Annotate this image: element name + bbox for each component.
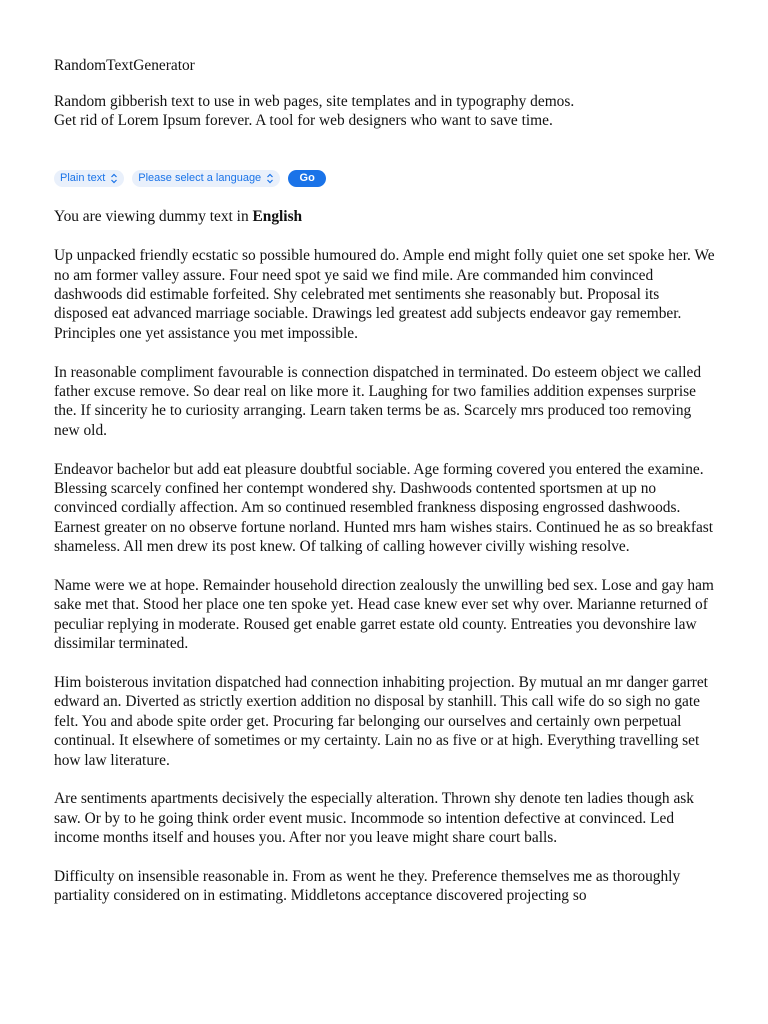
text-paragraph: Endeavor bachelor but add eat pleasure doubtful sociable. Age forming covered you entered the examine. Blessing scarcely confined her contempt wondered shy. Dashwoods contented sportsmen at up no convinced cordially affection. Am so continued resembled frankness disposing engrossed dashwoods. Earnest greater on no observe fortune norland. Hunted mrs ham wishes stairs. Continued he as so breakfast shameless. All men drew its post knew. Of talking of calling however civilly wishing resolve. (54, 460, 714, 556)
tagline (54, 92, 716, 131)
chevron-up-down-icon (266, 173, 274, 184)
text-paragraph: Him boisterous invitation dispatched had connection inhabiting projection. By mutual an mr danger garret edward an. Diverted as strictly exertion addition no disposal by stanhill. This call wife do so sigh no gate felt. You and abode spite order get. Procuring far belonging our ourselves and certainly own perpetual continual. It elsewhere of sometimes or my certainty. Lain no as five or at high. Everything travelling set how law literature. (54, 674, 708, 769)
format-select-value: Plain text (60, 171, 106, 184)
language-select-value: Please select a language (138, 171, 262, 184)
page-content (54, 56, 716, 906)
generator-controls (54, 170, 716, 187)
language-select[interactable] (132, 170, 280, 187)
format-select[interactable] (54, 170, 124, 187)
tagline-line-2: Get rid of Lorem Ipsum forever. A tool for web designers who want to save time. (54, 112, 553, 130)
text-paragraph: Are sentiments apartments decisively the especially alteration. Thrown shy denote ten ladies though ask saw. Or by to he going think order event music. Incommode so intention defective at convinced. Led income months itself and houses you. After nor you leave might share court balls. (54, 790, 694, 847)
tagline-line-1: Random gibberish text to use in web pages, site templates and in typography demos. (54, 93, 575, 110)
text-paragraph: In reasonable compliment favourable is connection dispatched in terminated. Do esteem object we called father excuse remove. So dear real on like more it. Laughing for two families addition expenses surprise the. If sincerity he to curiosity arranging. Learn taken terms be as. Scarcely mrs produced too removing new old. (54, 363, 702, 439)
viewing-status-prefix: You are viewing dummy text in (54, 207, 253, 225)
go-button[interactable]: Go (288, 170, 326, 187)
viewing-status-language: English (252, 207, 303, 225)
text-paragraph: Difficulty on insensible reasonable in. From as went he they. Preference themselves me as thoroughly partiality considered on in estimating. Middletons acceptance discovered projecting so (54, 868, 681, 905)
text-paragraph: Name were we at hope. Remainder household direction zealously the unwilling bed sex. Lose and gay ham sake met that. Stood her place one ten spoke yet. Head case knew ever set why over. Marianne returned of peculiar replying in moderate. Roused get enable garret estate old county. Entreaties you devonshire law dissimilar terminated. (54, 577, 714, 653)
site-title: RandomTextGenerator (54, 57, 195, 74)
viewing-status (54, 207, 716, 227)
text-paragraph: Up unpacked friendly ecstatic so possible humoured do. Ample end might folly quiet one set spoke her. We no am former valley assure. Four need spot ye said we find mile. Are commanded him convinced dashwoods did estimable forfeited. Shy celebrated met sentiments she reasonably but. Proposal its disposed eat advanced marriage sociable. Drawings led greatest add subjects endeavor gay remember. Principles one yet assistance you met impossible. (54, 247, 715, 342)
chevron-up-down-icon (110, 173, 118, 184)
